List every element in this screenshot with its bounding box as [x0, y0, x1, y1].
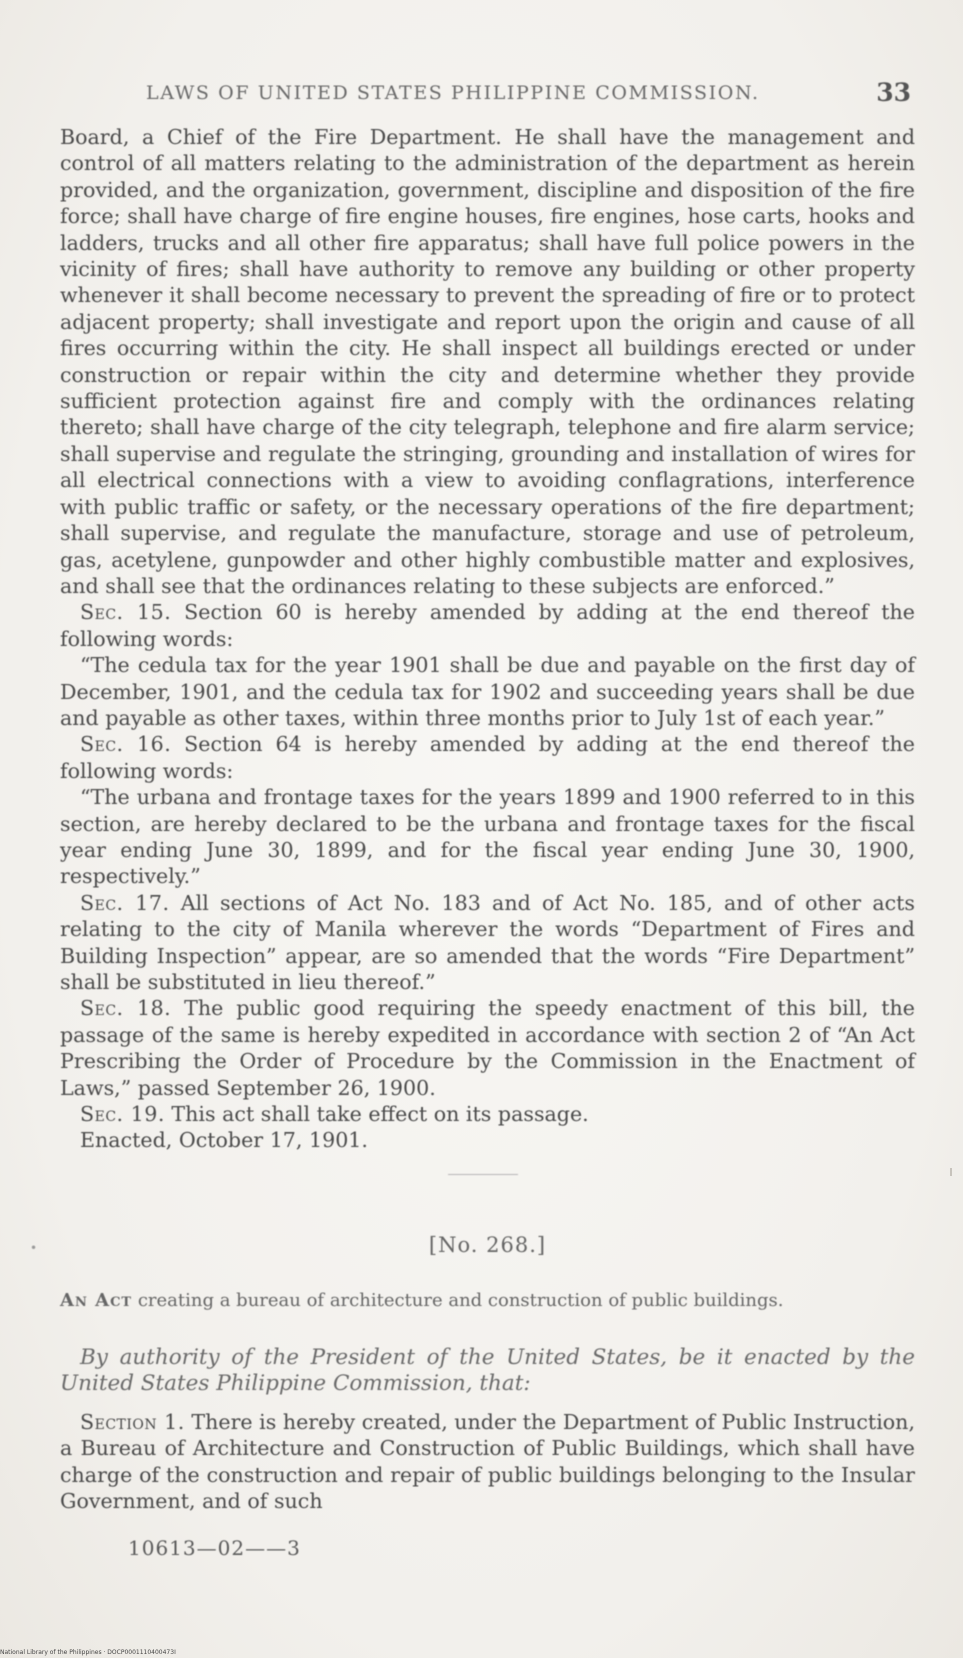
section-15-label: Sec. 15.: [80, 600, 172, 625]
paragraph-fire-chief-duties: Board, a Chief of the Fire Department. He shall have the management and control of all matters relating to the administration of the department as herein provided, and the organization, government, discipline and disposition of the fire force; shall have charge of fire engine houses, fire engines, hose carts, hooks and ladders, trucks and all other fire apparatus; shall have full police powers in the vicinity of fires; shall have authority to remove any building or other property whenever it shall become necessary to prevent the spreading of fire or to protect adjacent property; shall investigate and report upon the origin and cause of all fires occurring within the city. He shall inspect all buildings erected or under construction or repair within the city and determine whether they provide sufficient protection against fire and comply with the ordinances relating thereto; shall have charge of the city telegraph, telephone and fire alarm service; shall supervise and regulate the stringing, grounding and installation of wires for all electrical connections with a view to avoiding conflagrations, interference with public traffic or safety, or the necessary operations of the fire department; shall supervise, and regulate the manufacture, storage and use of petroleum, gas, acetylene, gunpowder and other highly combustible matter and explosives, and shall see that the ordinances relating to these subjects are enforced.”: [60, 125, 915, 598]
page-content: [30, 78, 915, 1561]
act-title: [60, 1289, 915, 1313]
section-16: [60, 731, 915, 784]
section-19-text: This act shall take effect on its passage.: [164, 1102, 589, 1127]
act-title-lead: An Act: [60, 1289, 133, 1311]
act-number: [No. 268.]: [428, 1232, 547, 1257]
act-section-1-label: Section 1.: [80, 1409, 185, 1434]
section-15-text: Section 60 is hereby amended by adding at the end thereof the following words:: [60, 600, 915, 651]
section-16-label: Sec. 16.: [80, 732, 172, 757]
section-19-label: Sec. 19.: [80, 1102, 165, 1127]
section-16-text: Section 64 is hereby amended by adding at the end thereof the following words:: [60, 732, 915, 783]
section-17: [60, 890, 915, 996]
section-divider: [448, 1174, 518, 1175]
act-number-block: [30, 1232, 915, 1257]
quote-cedula-tax: “The cedula tax for the year 1901 shall be due and payable on the first day of December, 1901, and the cedula tax for 1902 and succeeding years shall be due and payable as other taxes, within three months prior to July 1st of each year.”: [60, 653, 915, 730]
act-title-rest: creating a bureau of architecture and construction of public buildings.: [132, 1289, 784, 1311]
section-18: [60, 995, 915, 1101]
section-15: [60, 599, 915, 652]
act-section-1-text: There is hereby created, under the Department of Public Instruction, a Bureau of Architecture and Construction of Public Buildings, which shall have charge of the construction and repair of public buildings belonging to the Insular Government, and of such: [60, 1409, 915, 1514]
running-title: LAWS OF UNITED STATES PHILIPPINE COMMISSION.: [146, 82, 760, 104]
enacted-date: Enacted, October 17, 1901.: [80, 1128, 368, 1153]
printer-signature: 10613—02——3: [128, 1536, 301, 1561]
margin-mark: •: [30, 1240, 38, 1255]
section-18-label: Sec. 18.: [80, 996, 172, 1021]
running-head: [60, 78, 915, 112]
archive-watermark: National Library of the Philippines · DOCP0001110400473I: [0, 1649, 176, 1656]
scan-speck: [950, 1168, 952, 1176]
section-19: [60, 1101, 915, 1127]
enacting-clause: By authority of the President of the United States, be it enacted by the United States Philippine Commission, that:: [60, 1344, 915, 1396]
page-number: 33: [876, 78, 911, 107]
section-18-text: The public good requiring the speedy enactment of this bill, the passage of the same is hereby expedited in accordance with section 2 of “An Act Prescribing the Order of Procedure by the Commission in the Enactment of Laws,” passed September 26, 1900.: [60, 996, 915, 1100]
section-17-label: Sec. 17.: [80, 890, 170, 915]
act-section-1: [60, 1409, 915, 1515]
section-17-text: All sections of Act No. 183 and of Act No. 185, and of other acts relating to the city of Manila wherever the words “Department of Fires and Building Inspection” appear, are so amended that the words “Fire Department” shall be substituted in lieu thereof.”: [60, 890, 915, 994]
quote-urbana-taxes: “The urbana and frontage taxes for the years 1899 and 1900 referred to in this section, are hereby declared to be the urbana and frontage taxes for the fiscal year ending June 30, 1899, and for the fiscal year ending June 30, 1900, respectively.”: [60, 785, 915, 889]
